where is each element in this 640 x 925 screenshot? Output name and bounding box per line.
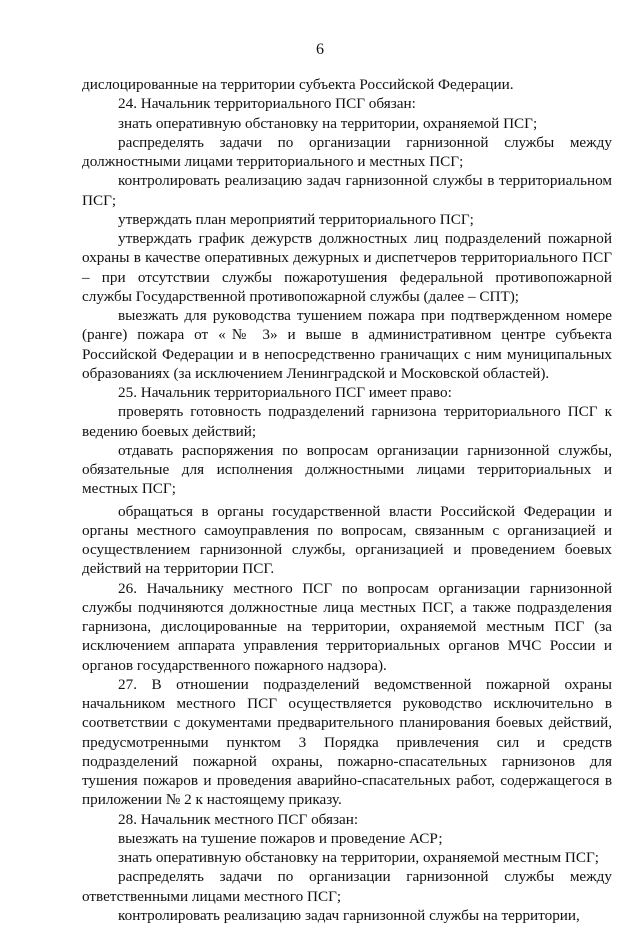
paragraph: обращаться в органы государственной власти Российской Федерации и органы местного самоуправления по вопросам, связанным с организацией и осуществлением гарнизонной службы, организацией и проведением боевых действий на территории ПСГ. (82, 502, 612, 578)
paragraph: отдавать распоряжения по вопросам организации гарнизонной службы, обязательные для исполнения должностными лицами территориальных и местных ПСГ; (82, 441, 612, 498)
paragraph: дислоцированные на территории субъекта Российской Федерации. (82, 76, 514, 93)
paragraph: знать оперативную обстановку на территории, охраняемой ПСГ; (118, 114, 538, 132)
section-26: 26. Начальнику местного ПСГ по вопросам организации гарнизонной службы подчиняются должностные лица местных ПСГ, а также подразделения гарнизона, дислоцированные на территории, охраняемой местным ПСГ (за исключением аппарата управления территориальных органов МЧС России и органов государственного пожарного надзора). (82, 579, 612, 674)
paragraph: утверждать график дежурств должностных лиц подразделений пожарной охраны в качестве оперативных дежурных и диспетчеров территориального ПСГ – при отсутствии службы пожаротушения федеральной противопожарной службы Государственной противопожарной службы (далее – СПТ); (82, 230, 612, 305)
page-number: 6 (316, 41, 324, 58)
section-27: 27. В отношении подразделений ведомственной пожарной охраны начальником местного ПСГ осуществляется руководство исключительно в соответствии с документами предварительного планирования боевых действий, предусмотренными пунктом 3 Порядка привлечения сил и средств подразделений пожарной охраны, пожарно-спасательных гарнизонов для тушения пожаров и проведения аварийно-спасательных работ, содержащегося в приложении № 2 к настоящему приказу. (82, 675, 612, 809)
section-heading-28: 28. Начальник местного ПСГ обязан: (118, 810, 359, 828)
paragraph: контролировать реализацию задач гарнизонной службы в территориальном ПСГ; (82, 172, 612, 209)
paragraph: выезжать для руководства тушением пожара при подтвержденном номере (ранге) пожара от «№ 3» и выше в административном центре субъекта Российской Федерации и в непосредственно граничащих с ним муниципальных образованиях (за исключением Ленинградской и Московской областей). (82, 307, 612, 382)
paragraph: выезжать на тушение пожаров и проведение АСР; (118, 829, 443, 847)
paragraph: контролировать реализацию задач гарнизонной службы на территории, (118, 906, 580, 924)
section-heading-25: 25. Начальник территориального ПСГ имеет право: (118, 384, 452, 401)
paragraph: утверждать план мероприятий территориального ПСГ; (118, 210, 474, 228)
paragraph: распределять задачи по организации гарнизонной службы между ответственными лицами местного ПСГ; (82, 868, 612, 905)
paragraph: знать оперативную обстановку на территории, охраняемой местным ПСГ; (118, 849, 600, 866)
paragraph: распределять задачи по организации гарнизонной службы между должностными лицами территориального и местных ПСГ; (82, 133, 612, 170)
section-heading-24: 24. Начальник территориального ПСГ обязан: (118, 95, 416, 113)
paragraph: проверять готовность подразделений гарнизона территориального ПСГ к ведению боевых действий; (82, 403, 612, 440)
document-body (82, 75, 612, 925)
